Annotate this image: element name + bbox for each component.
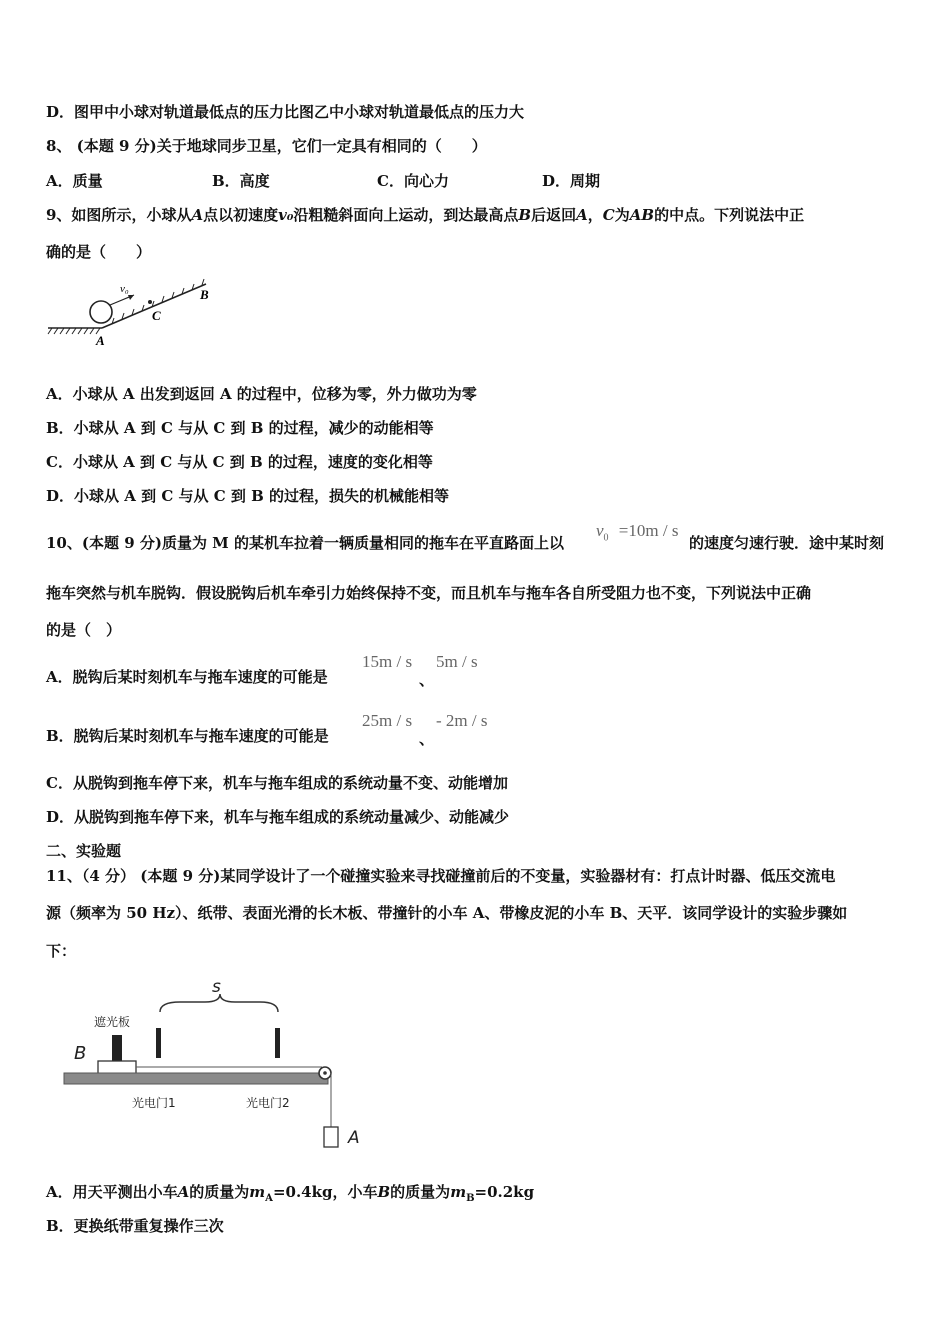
q8-option-c: C．向心力: [377, 172, 449, 190]
q8-stem: 8、 (本题 9 分)关于地球同步卫星，它们一定具有相同的（ ）: [46, 137, 487, 155]
label-car-b: B: [74, 1043, 87, 1064]
q9-text-1: 9、如图所示，小球从: [46, 206, 192, 224]
q10-stem-line2: 拖车突然与机车脱钩．假设脱钩后机车牵引力始终保持不变，而且机车与拖车各自所受阻力也不变，下列说法中正确: [46, 584, 812, 602]
q11-a-text-1: A．用天平测出小车: [46, 1183, 178, 1201]
q10-option-b-sep: 、: [419, 730, 435, 748]
q10-option-a-v2: 5m / s: [436, 652, 478, 671]
label-shade: 遮光板: [94, 1015, 131, 1029]
q9-text-4: 后返回: [531, 206, 577, 224]
q10-option-a-sep: 、: [419, 671, 435, 689]
q10-option-a-v1: 15m / s: [362, 652, 413, 671]
photogate-1-bar: [156, 1028, 161, 1058]
q11-a-text-4: 的质量为: [390, 1183, 451, 1201]
label-gate1: 光电门1: [132, 1096, 176, 1110]
q9-text-3: 沿粗糙斜面向上运动，到达最高点: [293, 206, 519, 224]
label-b: B: [200, 287, 209, 302]
label-a: A: [96, 333, 105, 348]
q11-a-car-a: A: [177, 1183, 190, 1201]
label-gate2: 光电门2: [246, 1096, 290, 1110]
q11-a-text-3: =0.4kg，小车: [272, 1183, 378, 1201]
q11-a-sub-b: B: [466, 1193, 475, 1204]
q11-a-sub-a: A: [265, 1193, 273, 1204]
q10-v0-math: [596, 521, 678, 543]
track-board: [64, 1073, 328, 1084]
q9-stem-line1: [46, 205, 804, 225]
label-c: C: [152, 308, 161, 323]
q11-a-m2: m: [450, 1183, 467, 1201]
q10-stem-line3: 的是（ ）: [46, 621, 122, 639]
q9-stem-line2: 确的是（ ）: [46, 243, 152, 261]
q11-stem-line2: 源（频率为 50 Hz）、纸带、表面光滑的长木板、带撞针的小车 A、带橡皮泥的小车 B、天平．该同学设计的实验步骤如: [46, 904, 848, 922]
ground-hatch: [48, 328, 100, 334]
q11-photogate-figure: [60, 972, 370, 1154]
q9-incline-figure: [44, 278, 224, 350]
q11-stem-line3: 下：: [46, 942, 77, 960]
q10-option-c: C．从脱钩到拖车停下来，机车与拖车组成的系统动量不变、动能增加: [46, 774, 508, 792]
section-title: 二、实验题: [46, 842, 122, 860]
q10-v-sub: 0: [603, 532, 609, 544]
point-c-dot: [148, 300, 152, 304]
q9-text-7: 的中点。下列说法中正: [654, 206, 805, 224]
q10-stem-line1-b: 的速度匀速行驶．途中某时刻: [689, 534, 885, 552]
q10-stem-line1-a: 10、(本题 9 分)质量为 M 的某机车拉着一辆质量相同的拖车在平直路面上以: [46, 534, 565, 552]
q9-option-a: A．小球从 A 出发到返回 A 的过程中，位移为零，外力做功为零: [46, 385, 477, 403]
pulley-axle: [323, 1071, 327, 1075]
q10-option-b-text: B．脱钩后某时刻机车与拖车速度的可能是: [46, 727, 329, 745]
q9-option-b: B．小球从 A 到 C 与从 C 到 B 的过程，减少的动能相等: [46, 419, 434, 437]
q9-text-5: ，: [587, 206, 603, 224]
q9-point-a2: A: [576, 206, 588, 224]
ball: [90, 301, 112, 323]
q9-text-2: 点以初速度: [203, 206, 279, 224]
q8-option-d: D．周期: [542, 172, 601, 190]
q10-v-symbol: v: [596, 521, 604, 540]
label-v0: v₀: [120, 283, 129, 295]
q11-a-m: m: [249, 1183, 266, 1201]
q11-option-b: B．更换纸带重复操作三次: [46, 1217, 224, 1235]
q10-option-b-v1: 25m / s: [362, 711, 413, 730]
q9-point-c: C: [602, 206, 615, 224]
label-weight-a: A: [348, 1128, 360, 1148]
q8-option-a: A．质量: [46, 172, 103, 190]
q7-option-d: D．图甲中小球对轨道最低点的压力比图乙中小球对轨道最低点的压力大: [46, 103, 525, 121]
q10-option-a-text: A．脱钩后某时刻机车与拖车速度的可能是: [46, 668, 328, 686]
q9-v0: v₀: [278, 206, 294, 224]
weight-a: [324, 1127, 338, 1147]
q11-a-text-2: 的质量为: [189, 1183, 250, 1201]
q9-text-6: 为: [614, 206, 630, 224]
q11-option-a: [46, 1182, 534, 1209]
q8-option-b: B．高度: [212, 172, 270, 190]
q10-option-b-v2: - 2m / s: [436, 711, 488, 730]
label-s: s: [212, 977, 221, 997]
q9-point-a: A: [191, 206, 204, 224]
q11-a-text-5: =0.2kg: [474, 1183, 535, 1201]
q11-stem-line1: 11、（4 分） (本题 9 分)某同学设计了一个碰撞实验来寻找碰撞前后的不变量，实验器材有：打点计时器、低压交流电: [46, 867, 836, 885]
q9-segment-ab: AB: [629, 206, 655, 224]
q11-a-car-b: B: [377, 1183, 391, 1201]
q9-option-c: C．小球从 A 到 C 与从 C 到 B 的过程，速度的变化相等: [46, 453, 433, 471]
q9-option-d: D．小球从 A 到 C 与从 C 到 B 的过程，损失的机械能相等: [46, 487, 449, 505]
shade-plate: [112, 1035, 122, 1061]
photogate-2-bar: [275, 1028, 280, 1058]
q10-speed-value: =10m / s: [618, 521, 679, 540]
q9-point-b: B: [518, 206, 532, 224]
q10-option-d: D．从脱钩到拖车停下来，机车与拖车组成的系统动量减少、动能减少: [46, 808, 510, 826]
